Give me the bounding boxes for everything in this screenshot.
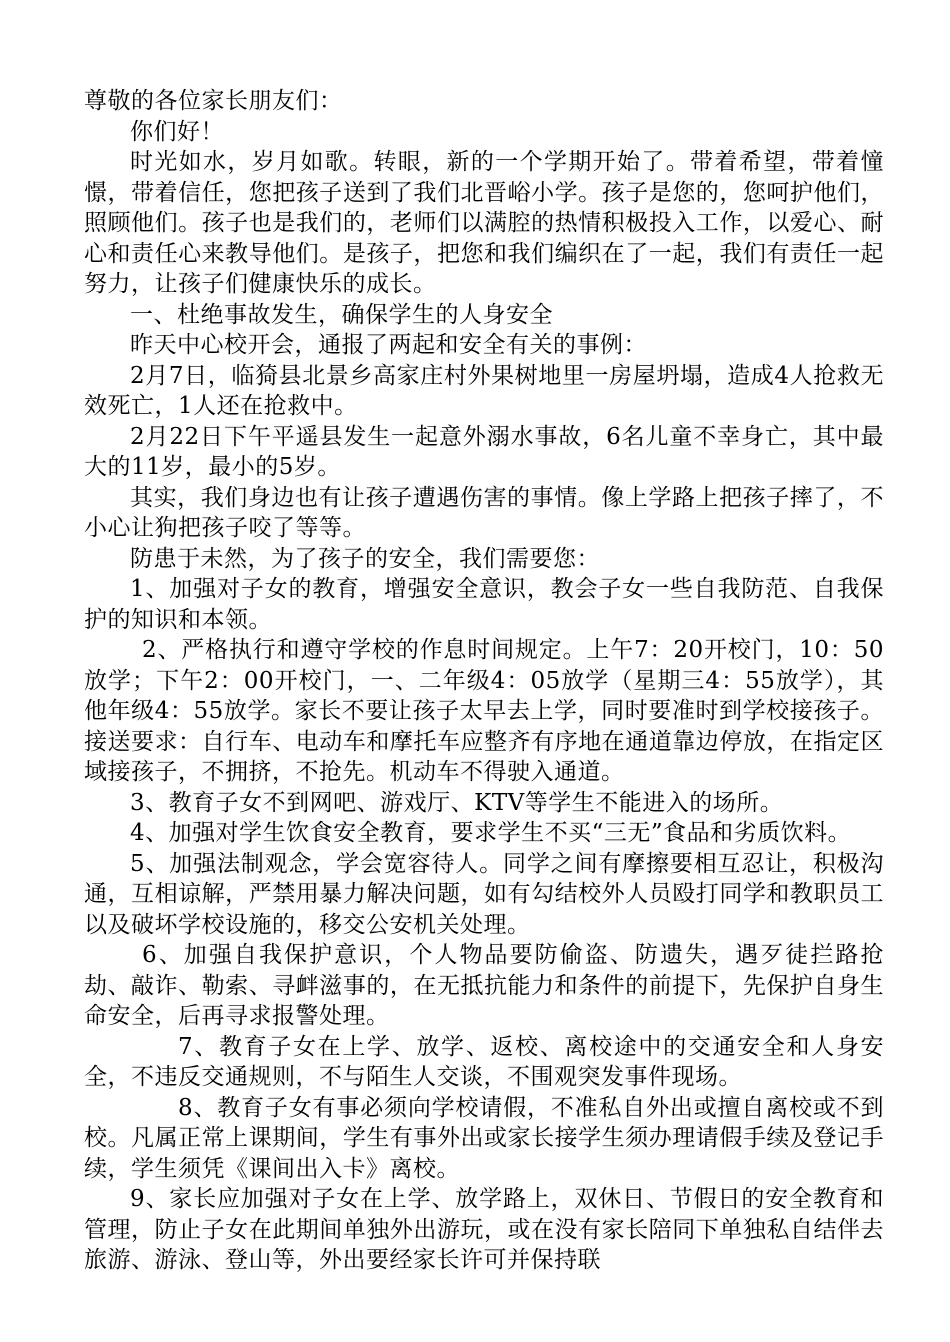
list-item-3: 3、教育子女不到网吧、游戏厅、KTV等学生不能进入的场所。	[130, 789, 784, 816]
list-item-1: 1、加强对子女的教育，增强安全意识，教会子女一些自我防范、自我保护的知识和本领。	[84, 576, 884, 633]
section-heading: 一、杜绝事故发生，确保学生的人身安全	[130, 301, 553, 328]
greeting: 你们好！	[130, 118, 224, 145]
paragraph-request: 防患于未然，为了孩子的安全，我们需要您：	[130, 545, 600, 572]
paragraph-meeting: 昨天中心校开会，通报了两起和安全有关的事例：	[130, 332, 647, 358]
letter-body	[84, 86, 884, 1276]
paragraph-intro: 时光如水，岁月如歌。转眼，新的一个学期开始了。带着希望，带着憧憬，带着信任，您把孩子送到了我们北晋峪小学。孩子是您的，您呵护他们，照顾他们。孩子也是我们的，老师们以满腔的热情积极投入工作，以爱心、耐心和责任心来教导他们。是孩子，把您和我们编织在了一起，我们有责任一起努力，让孩子们健康快乐的成长。	[84, 149, 884, 297]
list-item-4: 4、加强对学生饮食安全教育，要求学生不买“三无”食品和劣质饮料。	[130, 820, 852, 846]
list-item-8: 8、教育子女有事必须向学校请假，不准私自外出或擅自离校或不到校。凡属正常上课期间，学生有事外出或家长接学生须办理请假手续及登记手续，学生须凭《课间出入卡》离校。	[84, 1094, 884, 1182]
paragraph-incident-1: 2月7日，临猗县北景乡高家庄村外果树地里一房屋坍塌，造成4人抢救无效死亡，1人还在抢救中。	[84, 362, 884, 419]
list-item-5: 5、加强法制观念，学会宽容待人。同学之间有摩擦要相互忍让，积极沟通，互相谅解，严禁用暴力解决问题，如有勾结校外人员殴打同学和教职员工以及破坏学校设施的，移交公安机关处理。	[84, 850, 884, 938]
list-item-2: 2、严格执行和遵守学校的作息时间规定。上午7：20开校门，10：50放学；下午2：00开校门，一、二年级4：05放学（星期三4：55放学），其他年级4：55放学。家长不要让孩子太早去上学，同时要准时到学校接孩子。接送要求：自行车、电动车和摩托车应整齐有序地在通道靠边停放，在指定区域接孩子，不拥挤，不抢先。机动车不得驶入通道。	[84, 637, 884, 785]
list-item-7: 7、教育子女在上学、放学、返校、离校途中的交通安全和人身安全，不违反交通规则，不与陌生人交谈，不围观突发事件现场。	[84, 1033, 884, 1090]
list-item-6: 6、加强自我保护意识，个人物品要防偷盗、防遗失，遇歹徒拦路抢劫、敲诈、勒索、寻衅滋事的，在无抵抗能力和条件的前提下，先保护自身生命安全，后再寻求报警处理。	[84, 942, 884, 1029]
salutation: 尊敬的各位家长朋友们：	[84, 88, 343, 114]
paragraph-local: 其实，我们身边也有让孩子遭遇伤害的事情。像上学路上把孩子摔了，不小心让狗把孩子咬了等等。	[84, 484, 884, 541]
paragraph-incident-2: 2月22日下午平遥县发生一起意外溺水事故，6名儿童不幸身亡，其中最大的11岁，最小的5岁。	[84, 423, 884, 480]
list-item-9: 9、家长应加强对子女在上学、放学路上，双休日、节假日的安全教育和管理，防止子女在此期间单独外出游玩，或在没有家长陪同下单独私自结伴去旅游、游泳、登山等，外出要经家长许可并保持联	[84, 1186, 884, 1273]
